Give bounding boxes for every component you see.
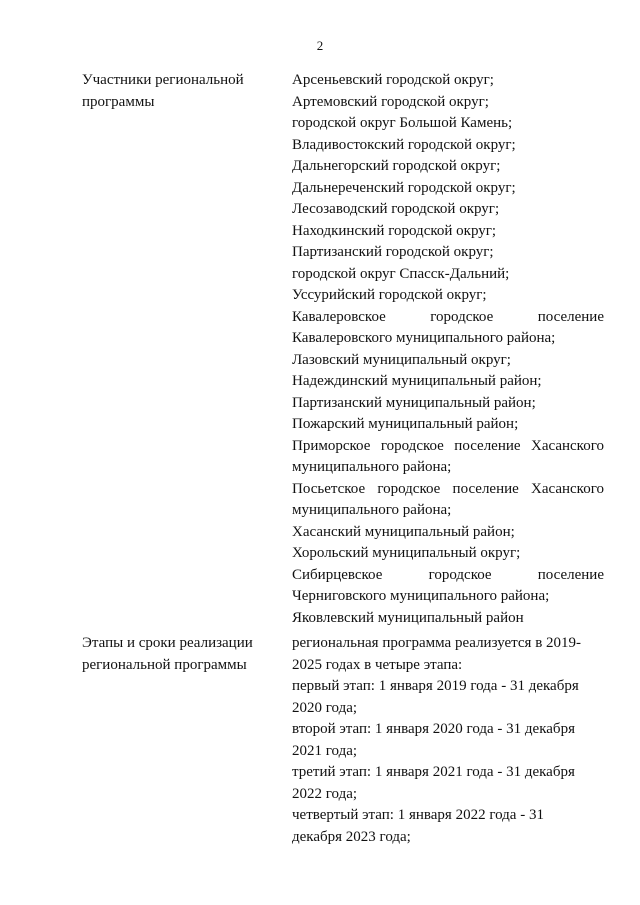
text-line: декабря 2023 года; bbox=[292, 828, 411, 845]
text-line: Кавалеровское городское поселение bbox=[292, 308, 604, 325]
text-line: Черниговского муниципального района; bbox=[292, 588, 550, 604]
stages-list bbox=[292, 633, 604, 848]
text-line: Лазовский муниципальный округ; bbox=[292, 351, 511, 368]
text-line: Арсеньевский городской округ; bbox=[292, 72, 494, 88]
text-line: Надеждинский муниципальный район; bbox=[292, 373, 542, 389]
page-number: 2 bbox=[316, 38, 324, 53]
text-line: Артемовский городской округ; bbox=[292, 93, 489, 110]
text-line: Дальнереченский городской округ; bbox=[292, 179, 516, 196]
text-line: 2022 года; bbox=[292, 785, 358, 802]
text-line: муниципального района; bbox=[292, 502, 452, 518]
text-line: Кавалеровского муниципального района; bbox=[292, 330, 556, 346]
label-line: Участники региональной bbox=[82, 72, 244, 88]
text-line: городской округ Большой Камень; bbox=[292, 115, 513, 131]
label-line: программы bbox=[82, 93, 155, 110]
text-line: региональная программа реализуется в 2019- bbox=[292, 635, 582, 651]
text-line: Партизанский муниципальный район; bbox=[292, 394, 536, 411]
text-line: Приморское городское поселение Хасанского bbox=[292, 437, 604, 454]
text-line: Сибирцевское городское поселение bbox=[292, 566, 604, 583]
text-line: Пожарский муниципальный район; bbox=[292, 416, 519, 432]
text-line: 2025 годах в четыре этапа: bbox=[292, 656, 463, 673]
text-line: 2020 года; bbox=[292, 699, 358, 716]
text-line: третий этап: 1 января 2021 года - 31 декабря bbox=[292, 764, 575, 780]
text-line: Посьетское городское поселение Хасанского bbox=[292, 480, 604, 497]
label-line: региональной программы bbox=[82, 656, 247, 673]
participants-list bbox=[292, 70, 604, 629]
text-line: 2021 года; bbox=[292, 742, 358, 759]
text-line: второй этап: 1 января 2020 года - 31 декабря bbox=[292, 721, 575, 737]
label-line: Этапы и сроки реализации bbox=[82, 635, 253, 651]
text-line: Дальнегорский городской округ; bbox=[292, 158, 501, 174]
text-line: Уссурийский городской округ; bbox=[292, 287, 487, 303]
text-line: Находкинский городской округ; bbox=[292, 222, 497, 239]
text-line: первый этап: 1 января 2019 года - 31 декабря bbox=[292, 678, 579, 694]
text-line: муниципального района; bbox=[292, 459, 452, 475]
text-line: четвертый этап: 1 января 2022 года - 31 bbox=[292, 807, 544, 823]
text-line: Партизанский городской округ; bbox=[292, 244, 494, 260]
text-line: Яковлевский муниципальный район bbox=[292, 609, 524, 626]
text-line: городской округ Спасск-Дальний; bbox=[292, 265, 510, 282]
stages-label bbox=[82, 633, 277, 676]
participants-label bbox=[82, 70, 277, 113]
text-line: Лесозаводский городской округ; bbox=[292, 201, 500, 217]
text-line: Владивостокский городской округ; bbox=[292, 136, 516, 153]
text-line: Хорольский муниципальный округ; bbox=[292, 545, 521, 561]
text-line: Хасанский муниципальный район; bbox=[292, 523, 515, 540]
